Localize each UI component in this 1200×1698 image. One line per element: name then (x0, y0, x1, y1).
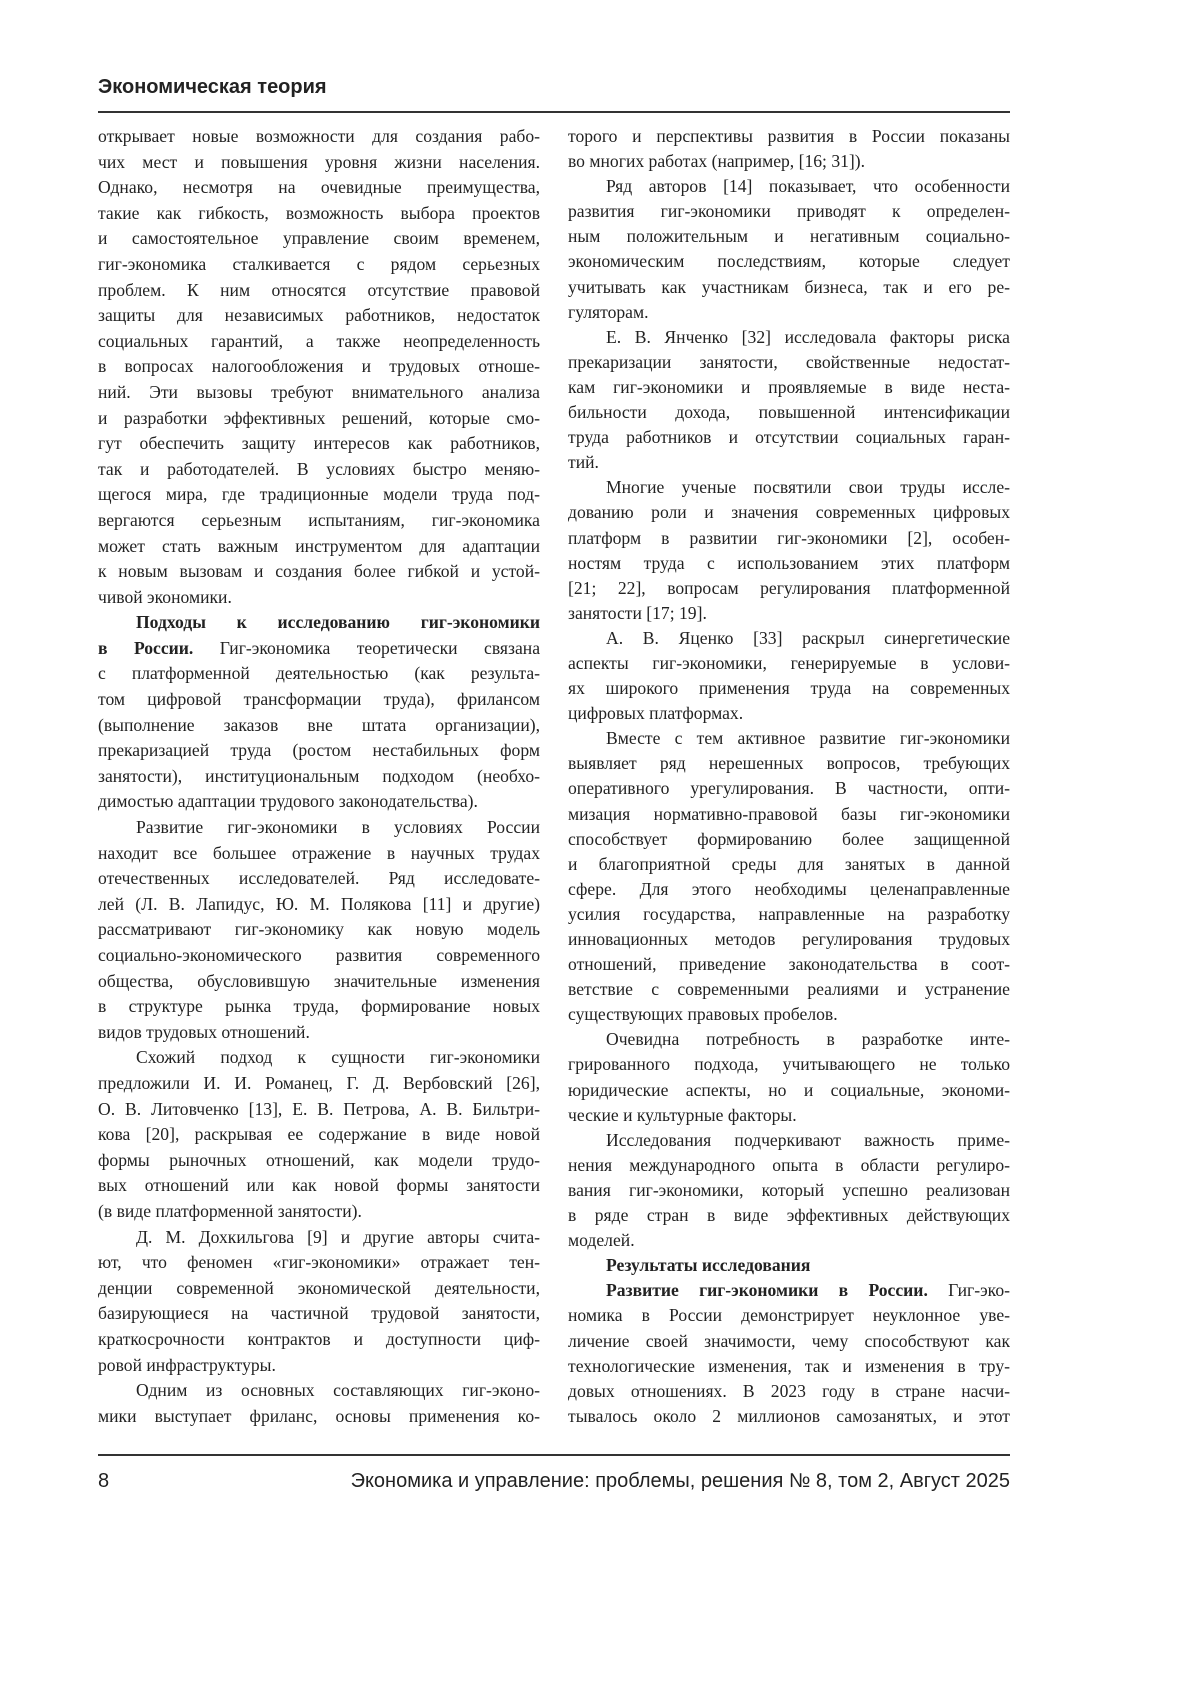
text-line (98, 329, 540, 355)
text-line (98, 892, 540, 918)
right-column (568, 124, 1010, 1429)
footer-divider (98, 1454, 1010, 1456)
line-text: социальных гарантий, а также неопределенность (98, 331, 540, 351)
line-text: учитывать как участникам бизнеса, так и его ре- (568, 277, 1010, 297)
line-text: бильности дохода, повышенной интенсификации (568, 402, 1010, 422)
text-line (568, 1052, 1010, 1077)
line-text: базирующиеся на частичной трудовой занятости, (98, 1303, 540, 1323)
text-line (568, 475, 1010, 500)
line-text: О. В. Литовченко [13], Е. В. Петрова, А. В. Бильтри- (98, 1099, 540, 1119)
line-text: цифровых платформах. (568, 703, 743, 723)
line-text: предложили И. И. Романец, Г. Д. Вербовский [26], (98, 1073, 540, 1093)
line-text: мики выступает фриланс, основы применения ко- (98, 1406, 540, 1426)
text-line (98, 1225, 540, 1251)
line-text: может стать важным инструментом для адаптации (98, 536, 540, 556)
line-text: и благоприятной среды для занятых в данной (568, 854, 1010, 874)
line-text: во многих работах (например, [16; 31]). (568, 151, 865, 171)
line-text: мизация нормативно-правовой базы гиг-экономики (568, 804, 1010, 824)
line-text: прекаризацией труда (ростом нестабильных форм (98, 740, 540, 760)
line-text: Гиг-эко- (928, 1280, 1010, 1300)
line-text: чих мест и повышения уровня жизни населения. (98, 152, 540, 172)
bold-heading: Результаты исследования (606, 1255, 810, 1275)
line-text: Одним из основных составляющих гиг-эконо- (136, 1380, 540, 1400)
text-line (568, 1128, 1010, 1153)
text-line (98, 1122, 540, 1148)
line-text: вергаются серьезным испытаниям, гиг-экономика (98, 510, 540, 530)
text-line (568, 1178, 1010, 1203)
text-line (568, 802, 1010, 827)
line-text: защиты для независимых работников, недостаток (98, 305, 540, 325)
line-text: Ряд авторов [14] показывает, что особенности (606, 176, 1010, 196)
text-line (98, 508, 540, 534)
line-text: общества, обусловившую значительные изменения (98, 971, 540, 991)
text-line (568, 149, 1010, 174)
text-line (98, 1097, 540, 1123)
text-line (568, 977, 1010, 1002)
text-line (568, 1278, 1010, 1303)
line-text: чивой экономики. (98, 587, 232, 607)
line-text: А. В. Яценко [33] раскрыл синергетические (606, 628, 1010, 648)
text-line (568, 551, 1010, 576)
text-line (568, 500, 1010, 525)
text-line (98, 687, 540, 713)
text-line (98, 226, 540, 252)
line-text: с платформенной деятельностью (как результа- (98, 663, 540, 683)
line-text: кова [20], раскрывая ее содержание в виде новой (98, 1124, 540, 1144)
text-line (98, 175, 540, 201)
line-text: Вместе с тем активное развитие гиг-экономики (606, 728, 1010, 748)
line-text: ний. Эти вызовы требуют внимательного анализа (98, 382, 540, 402)
line-text: к новым вызовам и создания более гибкой и устой- (98, 561, 540, 581)
line-text: развития гиг-экономики приводят к определен- (568, 201, 1010, 221)
line-text: номика в России демонстрирует неуклонное уве- (568, 1305, 1010, 1325)
text-line (98, 636, 540, 662)
text-line (568, 1404, 1010, 1429)
line-text: отношений, приведение законодательства в соот- (568, 954, 1010, 974)
line-text: Е. В. Янченко [32] исследовала факторы риска (606, 327, 1010, 347)
line-text: том цифровой трансформации труда), фрилансом (98, 689, 540, 709)
text-line (568, 902, 1010, 927)
line-text: Очевидна потребность в разработке инте- (606, 1029, 1010, 1049)
line-text: дованию роли и значения современных цифровых (568, 502, 1010, 522)
text-line (568, 1303, 1010, 1328)
section-title: Экономическая теория (98, 76, 327, 99)
text-line (568, 827, 1010, 852)
text-line (568, 174, 1010, 199)
text-line (98, 1327, 540, 1353)
text-line (98, 482, 540, 508)
text-line (568, 1103, 1010, 1128)
text-line (98, 252, 540, 278)
text-line (98, 1250, 540, 1276)
line-text: оперативного урегулирования. В частности, опти- (568, 778, 1010, 798)
text-line (568, 1379, 1010, 1404)
line-text: гуляторам. (568, 302, 649, 322)
text-line (98, 661, 540, 687)
line-text: (выполнение заказов вне штата организации), (98, 715, 540, 735)
text-line (568, 275, 1010, 300)
text-line (568, 350, 1010, 375)
line-text: видов трудовых отношений. (98, 1022, 310, 1042)
line-text: ностям труда с использованием этих платформ (568, 553, 1010, 573)
line-text: Исследования подчеркивают важность приме- (606, 1130, 1010, 1150)
text-line (568, 776, 1010, 801)
line-text: в вопросах налогообложения и трудовых отноше- (98, 356, 540, 376)
text-line (98, 1353, 540, 1379)
line-text: усилия государства, направленные на разработку (568, 904, 1010, 924)
text-line (568, 199, 1010, 224)
line-text: открывает новые возможности для создания рабо- (98, 126, 540, 146)
text-line (98, 815, 540, 841)
line-text: существующих правовых пробелов. (568, 1004, 838, 1024)
text-line (568, 701, 1010, 726)
text-line (98, 713, 540, 739)
line-text: ческие и культурные факторы. (568, 1105, 797, 1125)
text-line (568, 651, 1010, 676)
text-line (568, 877, 1010, 902)
line-text: формы рыночных отношений, как модели трудо- (98, 1150, 540, 1170)
line-text: грированного подхода, учитывающего не только (568, 1054, 1010, 1074)
text-line (98, 1301, 540, 1327)
text-line (568, 375, 1010, 400)
text-line (568, 1027, 1010, 1052)
text-line (568, 751, 1010, 776)
text-line (568, 927, 1010, 952)
text-line (98, 866, 540, 892)
line-text: ют, что феномен «гиг-экономики» отражает тен- (98, 1252, 540, 1272)
text-line (98, 1378, 540, 1404)
text-line (98, 841, 540, 867)
line-text: лей (Л. В. Лапидус, Ю. М. Полякова [11] и другие) (98, 894, 540, 914)
line-text: ветствие с современными реалиями и устранение (568, 979, 1010, 999)
text-line (568, 576, 1010, 601)
line-text: тывалось около 2 миллионов самозанятых, и этот (568, 1406, 1010, 1426)
text-line (98, 150, 540, 176)
text-line (568, 626, 1010, 651)
line-text: прекаризации занятости, свойственные недостат- (568, 352, 1010, 372)
text-line (568, 1228, 1010, 1253)
line-text: отечественных исследователей. Ряд исследовате- (98, 868, 540, 888)
text-line (98, 1148, 540, 1174)
text-line (568, 1153, 1010, 1178)
text-line (98, 124, 540, 150)
text-line (568, 726, 1010, 751)
journal-citation: Экономика и управление: проблемы, решения № 8, том 2, Август 2025 (351, 1470, 1010, 1493)
text-line (568, 1354, 1010, 1379)
text-line (568, 1253, 1010, 1278)
text-line (98, 1276, 540, 1302)
line-text: щегося мира, где традиционные модели труда под- (98, 484, 540, 504)
text-line (98, 534, 540, 560)
line-text: труда работников и отсутствии социальных гаран- (568, 427, 1010, 447)
line-text: краткосрочности контрактов и доступности циф- (98, 1329, 540, 1349)
text-line (568, 526, 1010, 551)
line-text: сфере. Для этого необходимы целенаправленные (568, 879, 1010, 899)
line-text: проблем. К ним относятся отсутствие правовой (98, 280, 540, 300)
text-line (98, 1020, 540, 1046)
text-line (568, 1002, 1010, 1027)
line-text: димостью адаптации трудового законодательства). (98, 791, 478, 811)
bold-heading: Развитие гиг-экономики в России. (606, 1280, 928, 1300)
line-text: технологические изменения, так и изменения в тру- (568, 1356, 1010, 1376)
line-text: способствует формированию более защищенной (568, 829, 1010, 849)
line-text: ях широкого применения труда на современных (568, 678, 1010, 698)
line-text: юридические аспекты, но и социальные, экономи- (568, 1080, 1010, 1100)
line-text: такие как гибкость, возможность выбора проектов (98, 203, 540, 223)
text-line (568, 952, 1010, 977)
line-text: ровой инфраструктуры. (98, 1355, 276, 1375)
text-line (98, 917, 540, 943)
text-line (98, 738, 540, 764)
page-number: 8 (98, 1470, 109, 1493)
text-line (98, 1404, 540, 1430)
text-line (98, 943, 540, 969)
line-text: Многие ученые посвятили свои труды иссле- (606, 477, 1010, 497)
text-line (568, 1078, 1010, 1103)
text-line (568, 601, 1010, 626)
line-text: в структуре рынка труда, формирование новых (98, 996, 540, 1016)
line-text: аспекты гиг-экономики, генерируемые в услови- (568, 653, 1010, 673)
text-line (568, 124, 1010, 149)
text-line (98, 969, 540, 995)
line-text: и самостоятельное управление своим временем, (98, 228, 540, 248)
line-text: вания гиг-экономики, который успешно реализован (568, 1180, 1010, 1200)
text-line (98, 303, 540, 329)
line-text: довых отношениях. В 2023 году в стране насчи- (568, 1381, 1010, 1401)
text-line (98, 1199, 540, 1225)
line-text: выявляет ряд нерешенных вопросов, требующих (568, 753, 1010, 773)
line-text: (в виде платформенной занятости). (98, 1201, 362, 1221)
line-text: ным положительным и негативным социально- (568, 226, 1010, 246)
text-line (568, 224, 1010, 249)
text-line (98, 380, 540, 406)
line-text: Однако, несмотря на очевидные преимущества, (98, 177, 540, 197)
line-text: занятости), институциональным подходом (необхо- (98, 766, 540, 786)
text-line (568, 249, 1010, 274)
text-line (98, 610, 540, 636)
line-text: нения международного опыта в области регулиро- (568, 1155, 1010, 1175)
text-line (98, 585, 540, 611)
line-text: рассматривают гиг-экономику как новую модель (98, 919, 540, 939)
text-line (568, 676, 1010, 701)
text-line (98, 406, 540, 432)
line-text: Д. М. Дохкильгова [9] и другие авторы счита- (136, 1227, 540, 1247)
line-text: и разработки эффективных решений, которые смо- (98, 408, 540, 428)
text-line (568, 1329, 1010, 1354)
line-text: платформ в развитии гиг-экономики [2], особен- (568, 528, 1010, 548)
line-text: тий. (568, 452, 599, 472)
text-line (98, 994, 540, 1020)
line-text: личение своей значимости, чему способствуют как (568, 1331, 1010, 1351)
left-column (98, 124, 540, 1429)
bold-heading: в России. (98, 638, 193, 658)
line-text: занятости [17; 19]. (568, 603, 707, 623)
text-line (568, 400, 1010, 425)
line-text: экономическим последствиям, которые следует (568, 251, 1010, 271)
line-text: социально-экономического развития современного (98, 945, 540, 965)
text-line (98, 559, 540, 585)
line-text: кам гиг-экономики и проявляемые в виде неста- (568, 377, 1010, 397)
text-line (568, 425, 1010, 450)
line-text: Развитие гиг-экономики в условиях России (136, 817, 540, 837)
line-text: так и работодателей. В условиях быстро меняю- (98, 459, 540, 479)
text-line (568, 300, 1010, 325)
line-text: моделей. (568, 1230, 635, 1250)
line-text: инновационных методов регулирования трудовых (568, 929, 1010, 949)
line-text: Схожий подход к сущности гиг-экономики (136, 1047, 540, 1067)
text-line (568, 325, 1010, 350)
text-line (98, 457, 540, 483)
line-text: вых отношений или как новой формы занятости (98, 1175, 540, 1195)
line-text: [21; 22], вопросам регулирования платформенной (568, 578, 1010, 598)
text-line (568, 852, 1010, 877)
line-text: гут обеспечить защиту интересов как работников, (98, 433, 540, 453)
text-line (98, 278, 540, 304)
line-text: гиг-экономика сталкивается с рядом серьезных (98, 254, 540, 274)
line-text: денции современной экономической деятельности, (98, 1278, 540, 1298)
text-line (98, 1173, 540, 1199)
text-line (98, 789, 540, 815)
text-line (98, 354, 540, 380)
text-line (98, 1071, 540, 1097)
line-text: в ряде стран в виде эффективных действующих (568, 1205, 1010, 1225)
header-divider (98, 111, 1010, 113)
text-line (98, 1045, 540, 1071)
line-text: находит все большее отражение в научных трудах (98, 843, 540, 863)
text-line (98, 431, 540, 457)
text-line (568, 1203, 1010, 1228)
line-text: Гиг-экономика теоретически связана (193, 638, 540, 658)
bold-heading: Подходы к исследованию гиг-экономики (136, 612, 540, 632)
text-line (98, 201, 540, 227)
text-line (568, 450, 1010, 475)
text-line (98, 764, 540, 790)
line-text: торого и перспективы развития в России показаны (568, 126, 1010, 146)
